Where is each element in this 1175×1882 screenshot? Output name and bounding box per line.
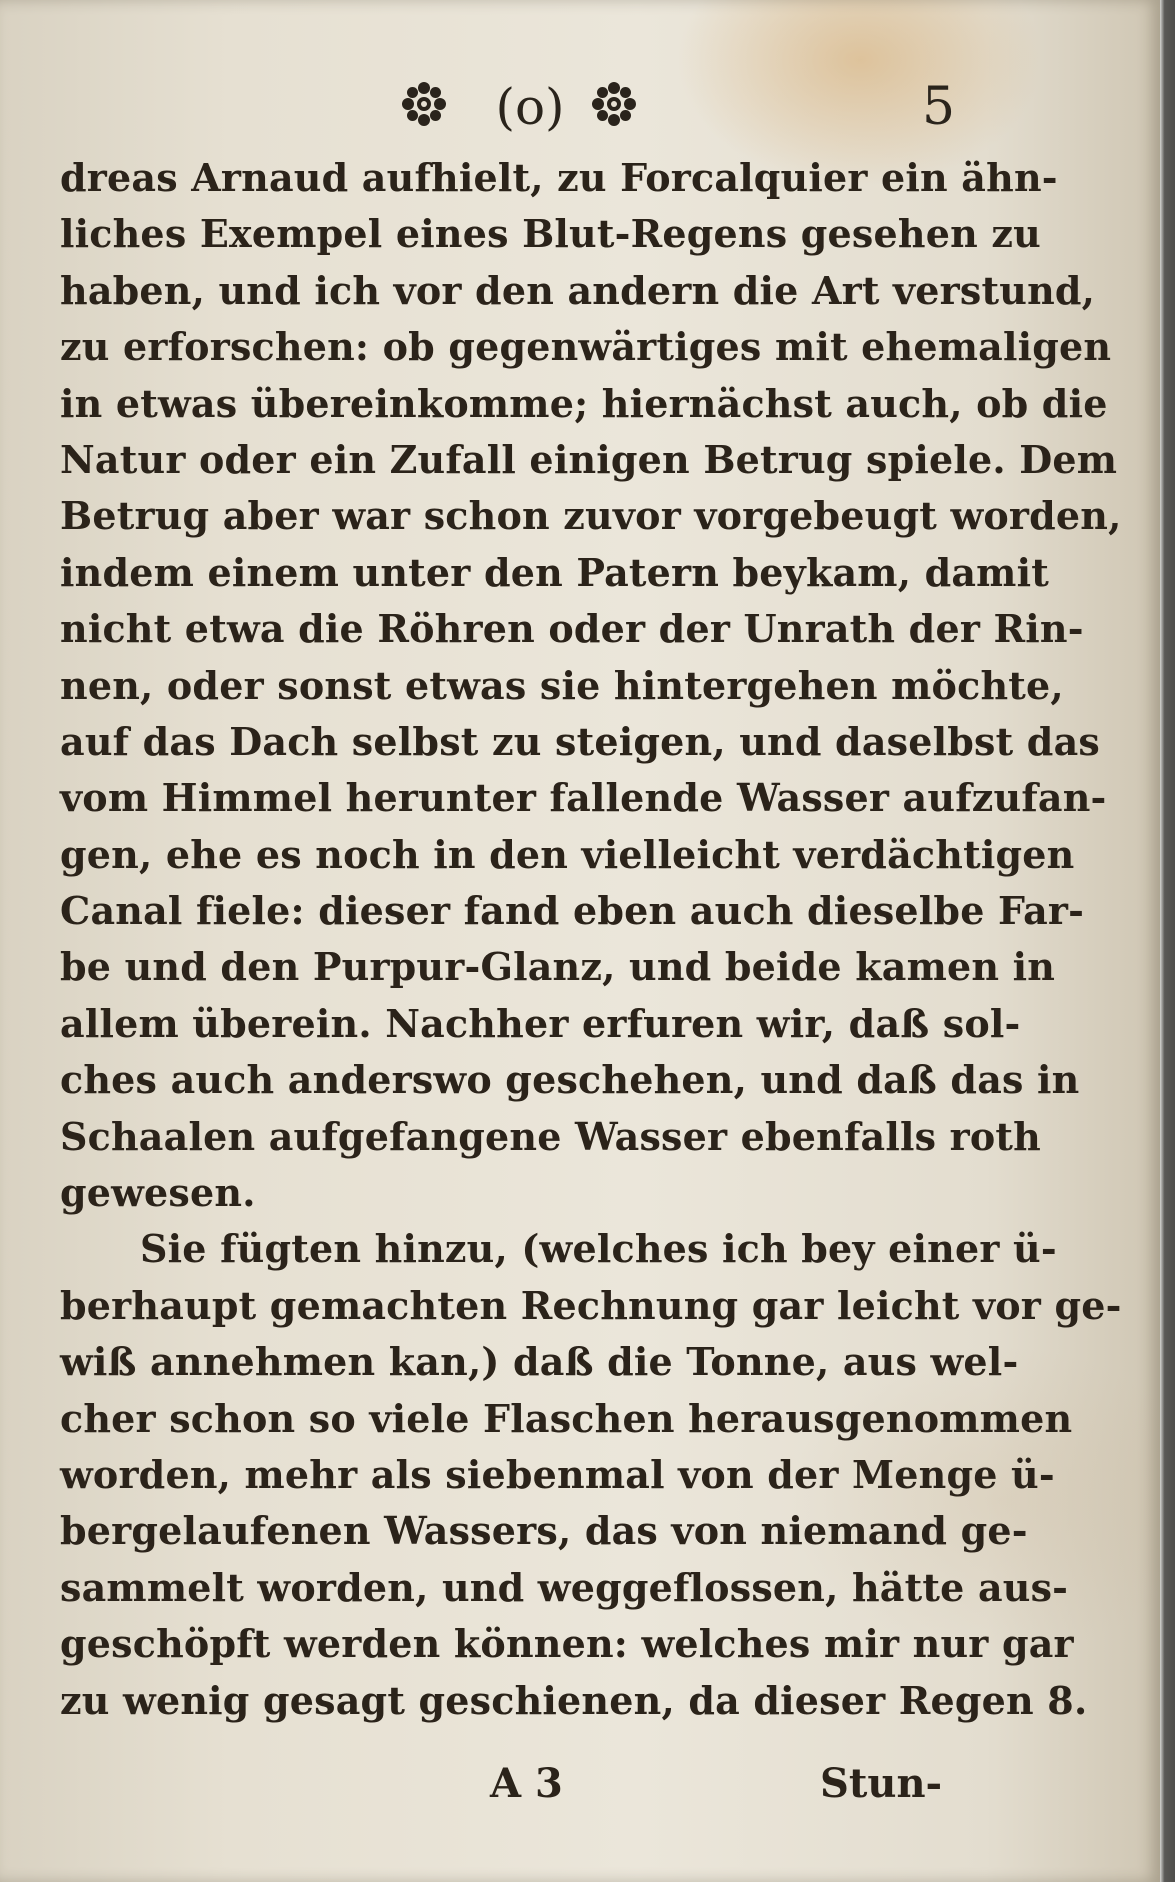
flower-ornament-icon (400, 80, 448, 128)
text-line: bergelaufenen Wassers, das von niemand ge- (60, 1508, 1028, 1554)
text-line: haben, und ich vor den andern die Art verstund, (60, 267, 1096, 313)
text-line: gewesen. (60, 1170, 256, 1216)
text-line: auf das Dach selbst zu steigen, und daselbst das (60, 718, 1100, 764)
text-line: allem überein. Nachher erfuren wir, daß sol- (60, 1000, 1021, 1046)
page-number: 5 (922, 77, 956, 137)
text-line: zu erforschen: ob gegenwärtiges mit ehemaligen (60, 324, 1112, 370)
text-line: indem einem unter den Patern beykam, damit (60, 549, 1049, 595)
scan-edge (1160, 0, 1175, 1882)
body-text (60, 150, 1122, 1729)
header-ornament-text: (o) (495, 78, 565, 136)
text-line: liches Exempel eines Blut-Regens gesehen zu (60, 211, 1041, 257)
text-line: Canal fiele: dieser fand eben auch dieselbe Far- (60, 888, 1085, 934)
text-line: dreas Arnaud aufhielt, zu Forcalquier ein ähn- (60, 155, 1058, 200)
catchword: Stun- (820, 1760, 943, 1807)
text-line: sammelt worden, und weggeflossen, hätte aus- (60, 1564, 1069, 1610)
page-header (0, 72, 1160, 142)
text-line: zu wenig gesagt geschienen, da dieser Regen 8. (60, 1677, 1088, 1723)
text-line: berhaupt gemachten Rechnung gar leicht vor ge- (60, 1282, 1122, 1328)
text-line: ches auch anderswo geschehen, und daß das in (60, 1057, 1080, 1103)
text-line: gen, ehe es noch in den vielleicht verdächtigen (60, 831, 1075, 877)
page-footer (0, 1752, 1160, 1816)
text-line: nicht etwa die Röhren oder der Unrath der Rin- (60, 606, 1084, 652)
text-line: in etwas übereinkomme; hiernächst auch, ob die (60, 380, 1108, 426)
text-line: cher schon so viele Flaschen herausgenommen (60, 1395, 1073, 1441)
flower-ornament-icon (590, 80, 638, 128)
text-line: nen, oder sonst etwas sie hintergehen möchte, (60, 662, 1064, 708)
text-line: Sie fügten hinzu, (welches ich bey einer ü- (140, 1226, 1057, 1272)
text-line: Natur oder ein Zufall einigen Betrug spiele. Dem (60, 436, 1118, 482)
text-line: be und den Purpur-Glanz, und beide kamen in (60, 944, 1056, 990)
text-line: Schaalen aufgefangene Wasser ebenfalls roth (60, 1113, 1042, 1159)
text-line: geschöpft werden können: welches mir nur gar (60, 1621, 1074, 1667)
text-line: wiß annehmen kan,) daß die Tonne, aus wel- (60, 1339, 1019, 1385)
text-line: Betrug aber war schon zuvor vorgebeugt worden, (60, 493, 1122, 539)
text-line: vom Himmel herunter fallende Wasser aufzufan- (60, 775, 1107, 821)
text-line: worden, mehr als siebenmal von der Menge ü- (60, 1451, 1055, 1497)
signature-mark: A 3 (490, 1760, 563, 1807)
